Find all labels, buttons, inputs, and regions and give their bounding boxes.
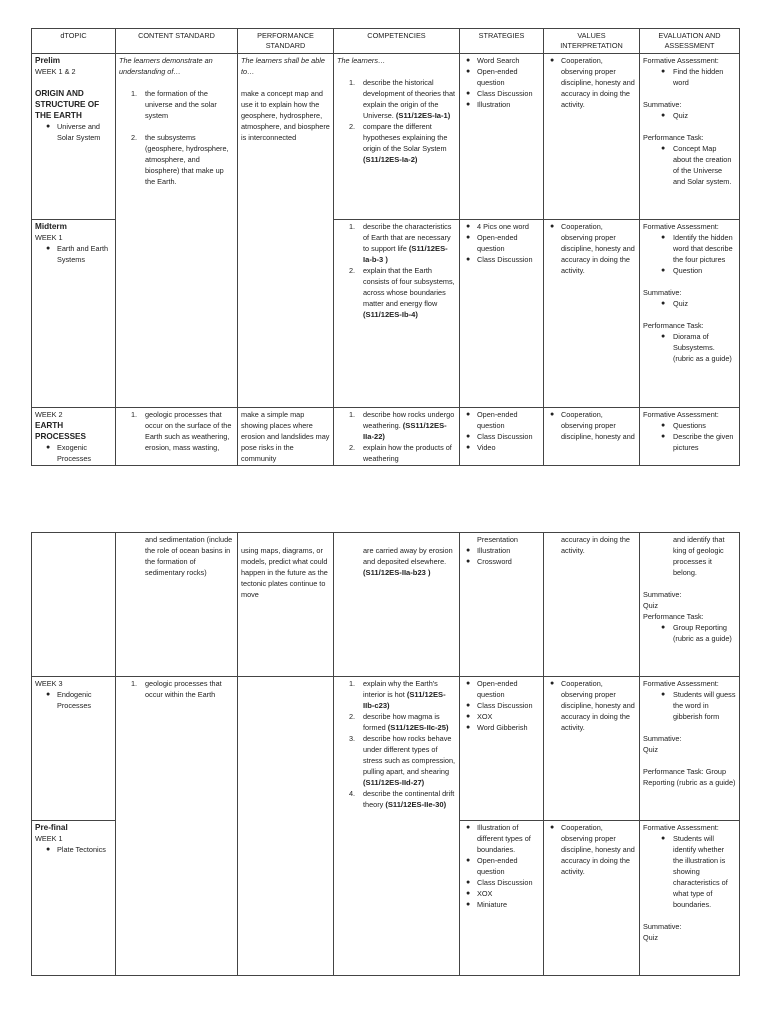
week2-cont-competencies-cell — [334, 533, 460, 677]
week2-cont-content-cell — [116, 533, 238, 677]
summative-label: Summative: — [643, 922, 682, 931]
strategy-item: ● Open-ended question — [466, 233, 518, 253]
formative-label: Formative Assessment: — [643, 679, 719, 688]
week3-week: WEEK 3 — [35, 679, 63, 688]
eval-item: ● Concept Map about the creation of the Universe and Solar system. — [661, 144, 732, 186]
eval-item: ● Students will identify whether the illustration is showing characteristics of what type of boundaries. — [661, 834, 728, 909]
curriculum-table-page-1 — [31, 28, 740, 466]
week2-eval-cell — [640, 408, 740, 466]
header-evaluation: EVALUATION AND ASSESSMENT — [640, 29, 740, 54]
midterm-topic-cell — [32, 220, 116, 408]
week2-values-cell — [544, 408, 640, 466]
prelim-competencies-cell — [334, 54, 460, 220]
task-label: Performance Task: Group Reporting (rubric as a guide) — [643, 767, 736, 787]
week2-cont-performance-cell — [238, 533, 334, 677]
strategy-item: ● Class Discussion — [466, 878, 533, 887]
week3-competencies-cell — [334, 677, 460, 976]
week2-title: EARTH PROCESSES — [35, 421, 86, 441]
prelim-week: WEEK 1 & 2 — [35, 67, 76, 76]
eval-item: ● Students will guess the word in gibberish form — [661, 690, 736, 721]
strategy-item: ● Word Gibberish — [466, 723, 528, 732]
week2-strategies-cell — [460, 408, 544, 466]
prelim-content-cell — [116, 54, 238, 408]
eval-continued: and identify that king of geologic processes it belong. — [673, 535, 725, 577]
prelim-topic-item: ● Universe and Solar System — [46, 122, 101, 142]
eval-item: ● Question — [661, 266, 703, 275]
strategy-item: ● Class Discussion — [466, 89, 533, 98]
week2-content-cell — [116, 408, 238, 466]
strategy-item: ● 4 Pics one word — [466, 222, 529, 231]
task-label: Performance Task: — [643, 612, 704, 621]
prelim-values-cell — [544, 54, 640, 220]
strategy-item: ● Class Discussion — [466, 701, 533, 710]
competency-item: 2. explain how the products of weathering — [349, 443, 452, 463]
midterm-values-cell — [544, 220, 640, 408]
summative-quiz: Quiz — [643, 601, 659, 610]
week2-continued-row — [32, 533, 740, 677]
midterm-week: WEEK 1 — [35, 233, 63, 242]
values-item: ● Cooperation, observing proper discipline, honesty and — [550, 410, 635, 441]
week2-week: WEEK 2 — [35, 410, 63, 419]
bullet-icon: ● — [46, 123, 51, 130]
week3-topic-item: ● Endogenic Processes — [46, 690, 92, 710]
values-item: ● Cooperation, observing proper discipline, honesty and accuracy in doing the activity. — [550, 222, 635, 275]
eval-item: ● Quiz — [661, 111, 689, 120]
competency-intro: The learners… — [337, 56, 386, 65]
strategy-item: ● Word Search — [466, 56, 520, 65]
header-strategies: STRATEGIES — [460, 29, 544, 54]
values-item: ● Cooperation, observing proper discipline, honesty and accuracy in doing the activity. — [550, 823, 635, 876]
eval-item: ● Questions — [661, 421, 706, 430]
competency-item: 2. describe how magma is formed (S11/12ES-IIc-25) — [349, 712, 449, 732]
week3-strategies-cell — [460, 677, 544, 821]
performance-intro: The learners shall be able to… — [241, 56, 325, 76]
competency-item: 1. describe how rocks undergo weathering. (SS11/12ES-IIa-22) — [349, 410, 455, 441]
strategy-item: ● Open-ended question — [466, 856, 518, 876]
formative-label: Formative Assessment: — [643, 410, 719, 419]
week3-content-cell — [116, 677, 238, 976]
prefinal-values-cell — [544, 821, 640, 976]
week2-performance-cell — [238, 408, 334, 466]
header-topic: dTOPIC — [32, 29, 116, 54]
eval-item: ● Describe the given pictures — [661, 432, 734, 452]
prefinal-topic-cell — [32, 821, 116, 976]
week2-topic-item: ● Exogenic Processes — [46, 443, 92, 463]
strategy-item: ● Open-ended question — [466, 410, 518, 430]
strategy-item: ● Crossword — [466, 557, 512, 566]
week3-performance-cell — [238, 677, 334, 976]
strategy-item: ● Illustration — [466, 100, 511, 109]
strategy-item: ● Video — [466, 443, 496, 452]
competency-item: 3. describe how rocks behave under different types of stress such as compression, pulling apart, and shearing (S11/12ES-IId-27) — [349, 734, 456, 787]
summative-label: Summative: — [643, 100, 682, 109]
competency-continued: are carried away by erosion and deposited elsewhere. (S11/12ES-IIa-b23 ) — [363, 546, 453, 577]
formative-label: Formative Assessment: — [643, 823, 719, 832]
task-label: Performance Task: — [643, 321, 704, 330]
midterm-competencies-cell — [334, 220, 460, 408]
strategy-item: ● Illustration — [466, 546, 511, 555]
content-intro: The learners demonstrate an understanding of… — [119, 56, 213, 76]
header-performance-standard: PERFORMANCE STANDARD — [238, 29, 334, 54]
week2-row — [32, 408, 740, 466]
prelim-strategies-cell — [460, 54, 544, 220]
midterm-strategies-cell — [460, 220, 544, 408]
midterm-topic-item: ● Earth and Earth Systems — [46, 244, 109, 264]
summative-label: Summative: — [643, 734, 682, 743]
week2-cont-values-cell — [544, 533, 640, 677]
eval-item: ● Diorama of Subsystems. (rubric as a guide) — [661, 332, 732, 363]
summative-quiz: Quiz — [643, 933, 659, 942]
week3-topic-cell — [32, 677, 116, 821]
formative-label: Formative Assessment: — [643, 222, 719, 231]
header-row — [32, 29, 740, 54]
header-competencies: COMPETENCIES — [334, 29, 460, 54]
header-values: VALUES INTERPRETATION — [544, 29, 640, 54]
performance-text: using maps, diagrams, or models, predict what could happen in the future as the tectonic plates continue to move — [241, 546, 328, 599]
week2-competencies-cell — [334, 408, 460, 466]
summative-label: Summative: — [643, 590, 682, 599]
week2-cont-strategies-cell — [460, 533, 544, 677]
performance-text: make a simple map showing places where erosion and landslides may pose risks in the community — [241, 410, 330, 463]
values-item: ● Cooperation, observing proper discipline, honesty and accuracy in doing the activity. — [550, 679, 635, 732]
content-item: 1. the formation of the universe and the solar system — [131, 89, 217, 120]
strategy-item: ● XOX — [466, 712, 493, 721]
curriculum-table-page-2 — [31, 532, 740, 976]
prelim-eval-cell — [640, 54, 740, 220]
competency-item: 1. explain why the Earth's interior is hot (S11/12ES-IIb-c23) — [349, 679, 446, 710]
strategy-item: ● Illustration of different types of boundaries. — [466, 823, 531, 854]
prelim-topic-cell — [32, 54, 116, 220]
prefinal-term: Pre-final — [35, 823, 68, 832]
competency-item: 2. compare the different hypotheses explaining the origin of the Solar System (S11/12ES-Ia-2) — [349, 122, 448, 164]
prelim-performance-cell — [238, 54, 334, 408]
week3-eval-cell — [640, 677, 740, 821]
midterm-eval-cell — [640, 220, 740, 408]
week2-cont-eval-cell — [640, 533, 740, 677]
midterm-term: Midterm — [35, 222, 67, 231]
week2-cont-topic-cell — [32, 533, 116, 677]
eval-item: ● Find the hidden word — [661, 67, 724, 87]
task-label: Performance Task: — [643, 133, 704, 142]
prelim-title: ORIGIN AND STRUCTURE OF THE EARTH — [35, 89, 100, 120]
strategy-item: ● Open-ended question — [466, 67, 518, 87]
summative-label: Summative: — [643, 288, 682, 297]
week3-values-cell — [544, 677, 640, 821]
strategy-continued: Presentation — [477, 535, 518, 544]
content-item: 1. geologic processes that occur on the surface of the Earth such as weathering, erosion, mass wasting, — [131, 410, 232, 452]
eval-item: ● Identify the hidden word that describe the four pictures — [661, 233, 733, 264]
prefinal-eval-cell — [640, 821, 740, 976]
week3-row — [32, 677, 740, 821]
strategy-item: ● Miniature — [466, 900, 508, 909]
week2-topic-cell — [32, 408, 116, 466]
content-continued: and sedimentation (include the role of ocean basins in the formation of sedimentary rocks) — [145, 535, 233, 577]
performance-text: make a concept map and use it to explain how the geosphere, hydrosphere, atmosphere, and biosphere is interconnected — [241, 89, 330, 142]
prelim-term: Prelim — [35, 56, 61, 65]
strategy-item: ● XOX — [466, 889, 493, 898]
competency-item: 1. describe the characteristics of Earth that are necessary to support life (S11/12ES-Ia-b-3 ) — [349, 222, 452, 264]
prefinal-strategies-cell — [460, 821, 544, 976]
eval-item: ● Quiz — [661, 299, 689, 308]
competency-item: 4. describe the continental drift theory (S11/12ES-IIe-30) — [349, 789, 455, 809]
values-item: ● Cooperation, observing proper discipline, honesty and accuracy in doing the activity. — [550, 56, 635, 109]
eval-item: ● Group Reporting (rubric as a guide) — [661, 623, 732, 643]
strategy-item: ● Class Discussion — [466, 432, 533, 441]
strategy-item: ● Open-ended question — [466, 679, 518, 699]
prefinal-week: WEEK 1 — [35, 834, 63, 843]
content-item: 2. the subsystems (geosphere, hydrosphere, atmosphere, and biosphere) that make up the Earth. — [131, 133, 229, 186]
header-content-standard: CONTENT STANDARD — [116, 29, 238, 54]
strategy-item: ● Class Discussion — [466, 255, 533, 264]
prefinal-topic-item: ● Plate Tectonics — [46, 845, 106, 854]
formative-label: Formative Assessment: — [643, 56, 719, 65]
content-item: 1. geologic processes that occur within the Earth — [131, 679, 222, 699]
summative-quiz: Quiz — [643, 745, 659, 754]
competency-item: 1. describe the historical development of theories that explain the origin of the Universe. (S11/12ES-Ia-1) — [349, 78, 456, 120]
competency-item: 2. explain that the Earth consists of four subsystems, across whose boundaries matter and energy flow (S11/12ES-Ib-4) — [349, 266, 455, 319]
values-continued: accuracy in doing the activity. — [561, 535, 630, 555]
prelim-row — [32, 54, 740, 220]
